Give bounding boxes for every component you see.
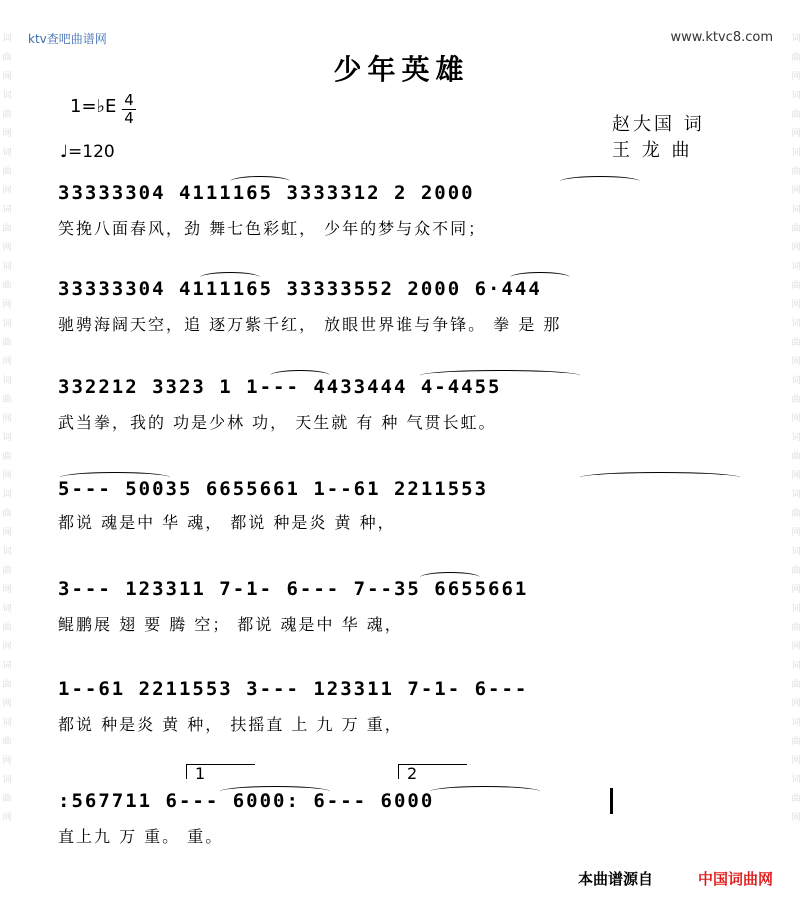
page-title: 少年英雄 xyxy=(333,53,470,86)
side-watermark-left: 词曲网词曲网词曲网词曲网词曲网词曲网词曲网词曲网词曲网词曲网词曲网词曲网词曲网词曲网 xyxy=(2,34,12,823)
tempo-marking: ♩=120 xyxy=(60,142,115,162)
score-line-6-lyrics: 都说 种是炎 黄 种， 扶摇直 上 九 万 重， xyxy=(58,715,403,734)
slur xyxy=(510,272,570,283)
score-line-5-lyrics: 鲲鹏展 翅 要 腾 空； 都说 魂是中 华 魂， xyxy=(58,615,403,634)
score-line-7-lyrics: 直上九 万 重。 重。 xyxy=(58,827,224,846)
score-line-1-lyrics: 笑挽八面春风，劲 舞七色彩虹， 少年的梦与众不同； xyxy=(58,219,487,238)
score-line-5-notes: 3--- 123311 7-1- 6--- 7--35 6655661 xyxy=(58,578,529,600)
meter-top: 4 xyxy=(124,91,134,109)
slur xyxy=(430,786,540,797)
score-line-3-notes: 332212 3323 1 1--- 4433444 4-4455 xyxy=(58,376,502,398)
final-barline xyxy=(610,788,613,814)
slur xyxy=(420,370,580,381)
lyricist-credit: 赵大国 词 xyxy=(612,114,705,135)
side-watermark-right: 词曲网词曲网词曲网词曲网词曲网词曲网词曲网词曲网词曲网词曲网词曲网词曲网词曲网词曲网 xyxy=(791,34,801,823)
score-line-1-notes: 33333304 4111165 3333312 2 2000 xyxy=(58,182,475,204)
slur xyxy=(60,472,170,483)
second-ending-bracket: 2 xyxy=(398,764,467,779)
first-ending-bracket: 1 xyxy=(186,764,255,779)
key-signature: 1=♭E xyxy=(70,96,117,117)
meter-bottom: 4 xyxy=(124,109,134,127)
score-line-4-notes: 5--- 50035 6655661 1--61 2211553 xyxy=(58,478,489,500)
score-line-2-lyrics: 驰骋海阔天空，追 逐万紫千红， 放眼世界谁与争锋。 拳 是 那 xyxy=(58,315,562,334)
score-line-2-notes: 33333304 4111165 33333552 2000 6·444 xyxy=(58,278,542,300)
slur xyxy=(230,176,290,187)
slur xyxy=(200,272,260,283)
composer-credit: 王 龙 曲 xyxy=(612,140,693,161)
slur xyxy=(580,472,740,483)
time-signature xyxy=(122,92,136,127)
score-line-3-lyrics: 武当拳，我的 功是少林 功， 天生就 有 种 气贯长虹。 xyxy=(58,413,497,432)
score-line-6-notes: 1--61 2211553 3--- 123311 7-1- 6--- xyxy=(58,678,529,700)
slur xyxy=(220,786,330,797)
watermark-right: www.ktvc8.com xyxy=(670,30,773,45)
slur xyxy=(270,370,330,381)
slur xyxy=(420,572,480,583)
source-site-link[interactable]: 中国词曲网 xyxy=(697,870,773,888)
watermark-left: ktv查吧曲谱网 xyxy=(28,32,107,46)
score-line-7-notes: :567711 6--- 6000: 6--- 6000 xyxy=(58,790,435,812)
score-line-4-lyrics: 都说 魂是中 华 魂， 都说 种是炎 黄 种， xyxy=(58,513,396,532)
slur xyxy=(560,176,640,187)
source-label: 本曲谱源自 xyxy=(577,870,653,888)
